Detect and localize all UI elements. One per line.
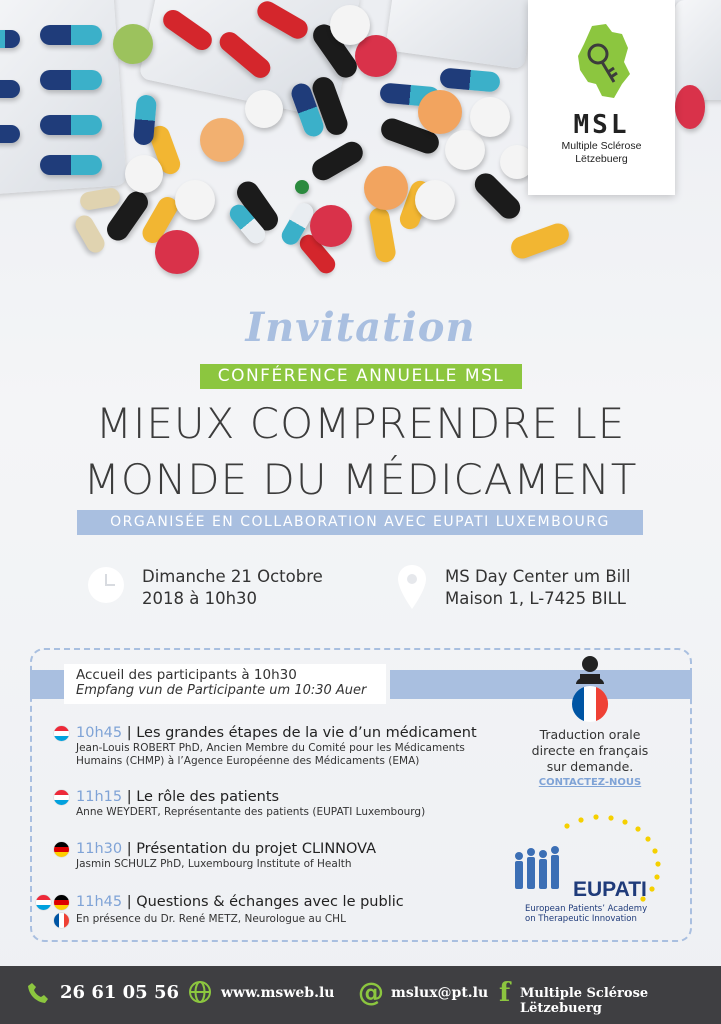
item-speaker: En présence du Dr. René METZ, Neurologue au CHL [76,913,346,925]
capsule [508,220,572,261]
event-place [445,566,630,610]
capsule [368,206,397,264]
eupati-logo [505,812,675,930]
collaboration-band: ORGANISÉE EN COLLABORATION AVEC EUPATI LUXEMBOURG [77,510,643,535]
event-date-line1: Dimanche 21 Octobre [142,567,323,586]
interpreter-icon [566,652,614,724]
capsule [0,80,20,98]
at-icon: @ [358,978,384,1008]
item-title: | Le rôle des patients [122,789,280,805]
translation-line2: directe en français [531,743,649,758]
eupati-tagline [525,904,647,924]
program-item [56,840,526,871]
round-pill [245,90,283,128]
event-place-line1: MS Day Center um Bill [445,567,631,586]
translation-line3: sur demande. [546,759,634,774]
event-date [142,566,323,610]
item-title: | Présentation du projet CLINNOVA [122,841,377,857]
capsule [40,25,102,45]
item-title: | Questions & échanges avec le public [122,894,404,910]
location-pin-icon [397,564,427,610]
capsule [72,212,108,256]
translation-note [520,727,660,791]
program-item [56,893,526,926]
luxembourg-key-icon [572,22,632,102]
capsule [0,125,20,143]
round-pill [295,180,309,194]
eupati-tagline-line2: on Therapeutic Innovation [525,914,637,924]
footer-email[interactable]: mslux@pt.lu [391,985,489,1001]
facebook-icon: f [499,978,511,1008]
event-place-line2: Maison 1, L-7425 BILL [445,589,626,608]
flag-luxembourg-icon [36,895,51,910]
capsule [40,155,102,175]
item-speaker: Jean-Louis ROBERT PhD, Ancien Membre du Comité pour les Médicaments [76,742,465,754]
program-item [56,788,526,819]
blister-pack [675,0,721,100]
contact-link[interactable]: CONTACTEZ-NOUS [538,777,642,788]
conference-band: CONFÉRENCE ANNUELLE MSL [200,364,522,389]
footer-website[interactable]: www.msweb.lu [221,985,335,1001]
item-speaker-line2: Humains (CHMP) à l’Agence Européenne des Médicaments (EMA) [76,755,420,767]
translation-line1: Traduction orale [539,727,641,742]
msl-logo [528,0,675,195]
capsule [439,67,501,92]
main-title-line2: MONDE DU MÉDICAMENT [83,455,638,504]
capsule [308,138,367,185]
clock-icon [88,567,124,603]
item-speaker: Jasmin SCHULZ PhD, Luxembourg Institute of Health [76,858,352,870]
round-pill [113,24,153,64]
item-speaker: Anne WEYDERT, Représentante des patients (EUPATI Luxembourg) [76,806,426,818]
logo-abbr: MSL [573,110,630,140]
round-pill [125,155,163,193]
capsule [40,115,102,135]
welcome-box [64,664,386,704]
round-pill [330,5,370,45]
capsule [0,30,20,48]
round-pill [418,90,462,134]
welcome-band-right [390,670,692,699]
eupati-tagline-line1: European Patients’ Academy [525,904,648,914]
welcome-line1: Accueil des participants à 10h30 [76,667,297,683]
program-item [56,724,526,768]
item-time: 10h45 [76,725,123,741]
item-time: 11h30 [76,841,123,857]
item-time: 11h45 [76,894,123,910]
capsule [40,70,102,90]
footer-facebook[interactable]: Multiple Sclérose Lëtzebuerg [520,986,649,1016]
round-pill [310,205,352,247]
round-pill [415,180,455,220]
invitation-heading: Invitation [245,304,476,351]
blister-pack [385,0,535,69]
round-pill [200,118,244,162]
round-pill [470,97,510,137]
globe-icon [188,980,212,1004]
round-pill [364,166,408,210]
welcome-line2: Empfang vun de Participante um 10:30 Auer [76,683,367,698]
footer-phone[interactable]: 26 61 05 56 [60,982,179,1003]
round-pill [675,85,705,129]
round-pill [155,230,199,274]
round-pill [175,180,215,220]
main-title [0,396,721,508]
capsule [79,187,122,212]
round-pill [445,130,485,170]
item-time: 11h15 [76,789,123,805]
event-date-line2: 2018 à 10h30 [142,589,258,608]
main-title-line1: MIEUX COMPRENDRE LE [95,399,626,448]
logo-name-line2: Lëtzebuerg [575,153,628,165]
logo-name-line1: Multiple Sclérose [561,140,642,152]
footer [0,966,721,1024]
eupati-name: EUPATI [573,878,647,901]
phone-icon [26,981,50,1005]
item-title: | Les grandes étapes de la vie d’un médicament [122,725,477,741]
